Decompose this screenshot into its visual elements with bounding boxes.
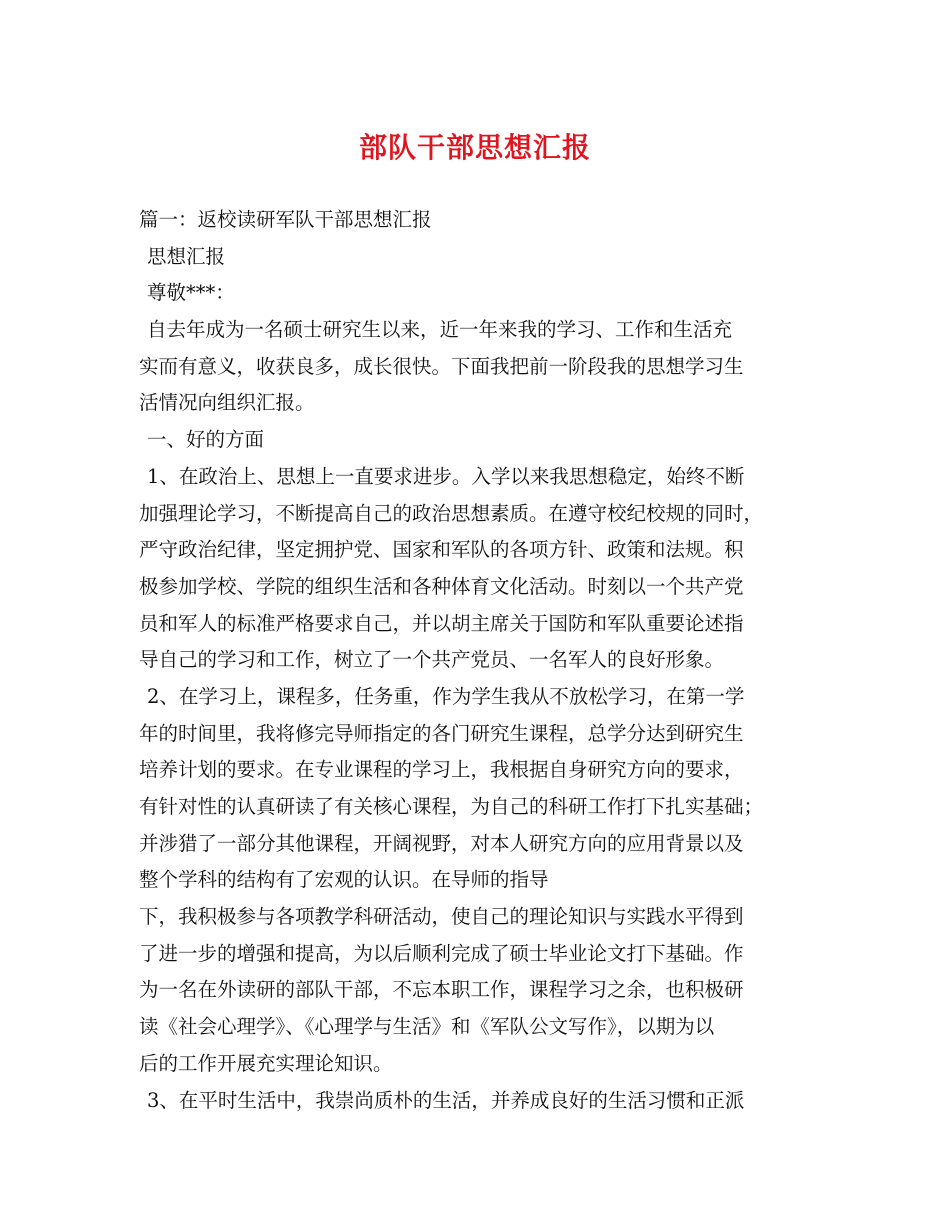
text-line: 下，我积极参与各项教学科研活动，使自己的理论知识与实践水平得到 xyxy=(139,905,744,929)
text-line: 2、在学习上，课程多，任务重，作为学生我从不放松学习，在第一学 xyxy=(147,684,745,708)
text-line: 年的时间里，我将修完导师指定的各门研究生课程，总学分达到研究生 xyxy=(139,721,744,745)
text-line: 培养计划的要求。在专业课程的学习上，我根据自身研究方向的要求， xyxy=(139,758,744,782)
text-line: 有针对性的认真研读了有关核心课程，为自己的科研工作打下扎实基础； xyxy=(139,795,764,818)
text-line: 自去年成为一名硕士研究生以来，近一年来我的学习、工作和生活充 xyxy=(147,318,733,342)
text-line: 1、在政治上、思想上一直要求进步。入学以来我思想稳定，始终不断 xyxy=(147,464,745,488)
document-body xyxy=(139,202,819,1119)
text-line: 员和军人的标准严格要求自己，并以胡主席关于国防和军队重要论述指 xyxy=(139,611,744,635)
text-line: 篇一：返校读研军队干部思想汇报 xyxy=(139,208,432,231)
document-title: 部队干部思想汇报 xyxy=(358,131,591,164)
text-line: 后的工作开展充实理论知识。 xyxy=(139,1051,393,1075)
text-line: 加强理论学习，不断提高自己的政治思想素质。在遵守校纪校规的同时， xyxy=(139,501,764,525)
text-line: 活情况向组织汇报。 xyxy=(139,391,315,415)
text-line: 实而有意义，收获良多，成长很快。下面我把前一阶段我的思想学习生 xyxy=(139,354,744,378)
text-line: 读《社会心理学》、《心理学与生活》和《军队公文写作》，以期为以 xyxy=(139,1015,715,1039)
text-line: 一、好的方面 xyxy=(147,428,265,452)
text-line: 为一名在外读研的部队干部，不忘本职工作，课程学习之余，也积极研 xyxy=(139,978,744,1002)
text-line: 尊敬***： xyxy=(147,281,235,305)
text-line: 严守政治纪律，坚定拥护党、国家和军队的各项方针、政策和法规。积 xyxy=(139,538,744,562)
text-line: 极参加学校、学院的组织生活和各种体育文化活动。时刻以一个共产党 xyxy=(139,574,744,598)
text-line: 3、在平时生活中，我崇尚质朴的生活，并养成良好的生活习惯和正派 xyxy=(147,1088,745,1112)
text-line: 并涉猎了一部分其他课程，开阔视野，对本人研究方向的应用背景以及 xyxy=(139,831,744,855)
text-line: 思想汇报 xyxy=(147,244,226,268)
text-line: 导自己的学习和工作，树立了一个共产党员、一名军人的良好形象。 xyxy=(139,648,725,672)
text-line: 了进一步的增强和提高，为以后顺利完成了硕士毕业论文打下基础。作 xyxy=(139,941,744,965)
text-line: 整个学科的结构有了宏观的认识。在导师的指导 xyxy=(139,868,549,892)
